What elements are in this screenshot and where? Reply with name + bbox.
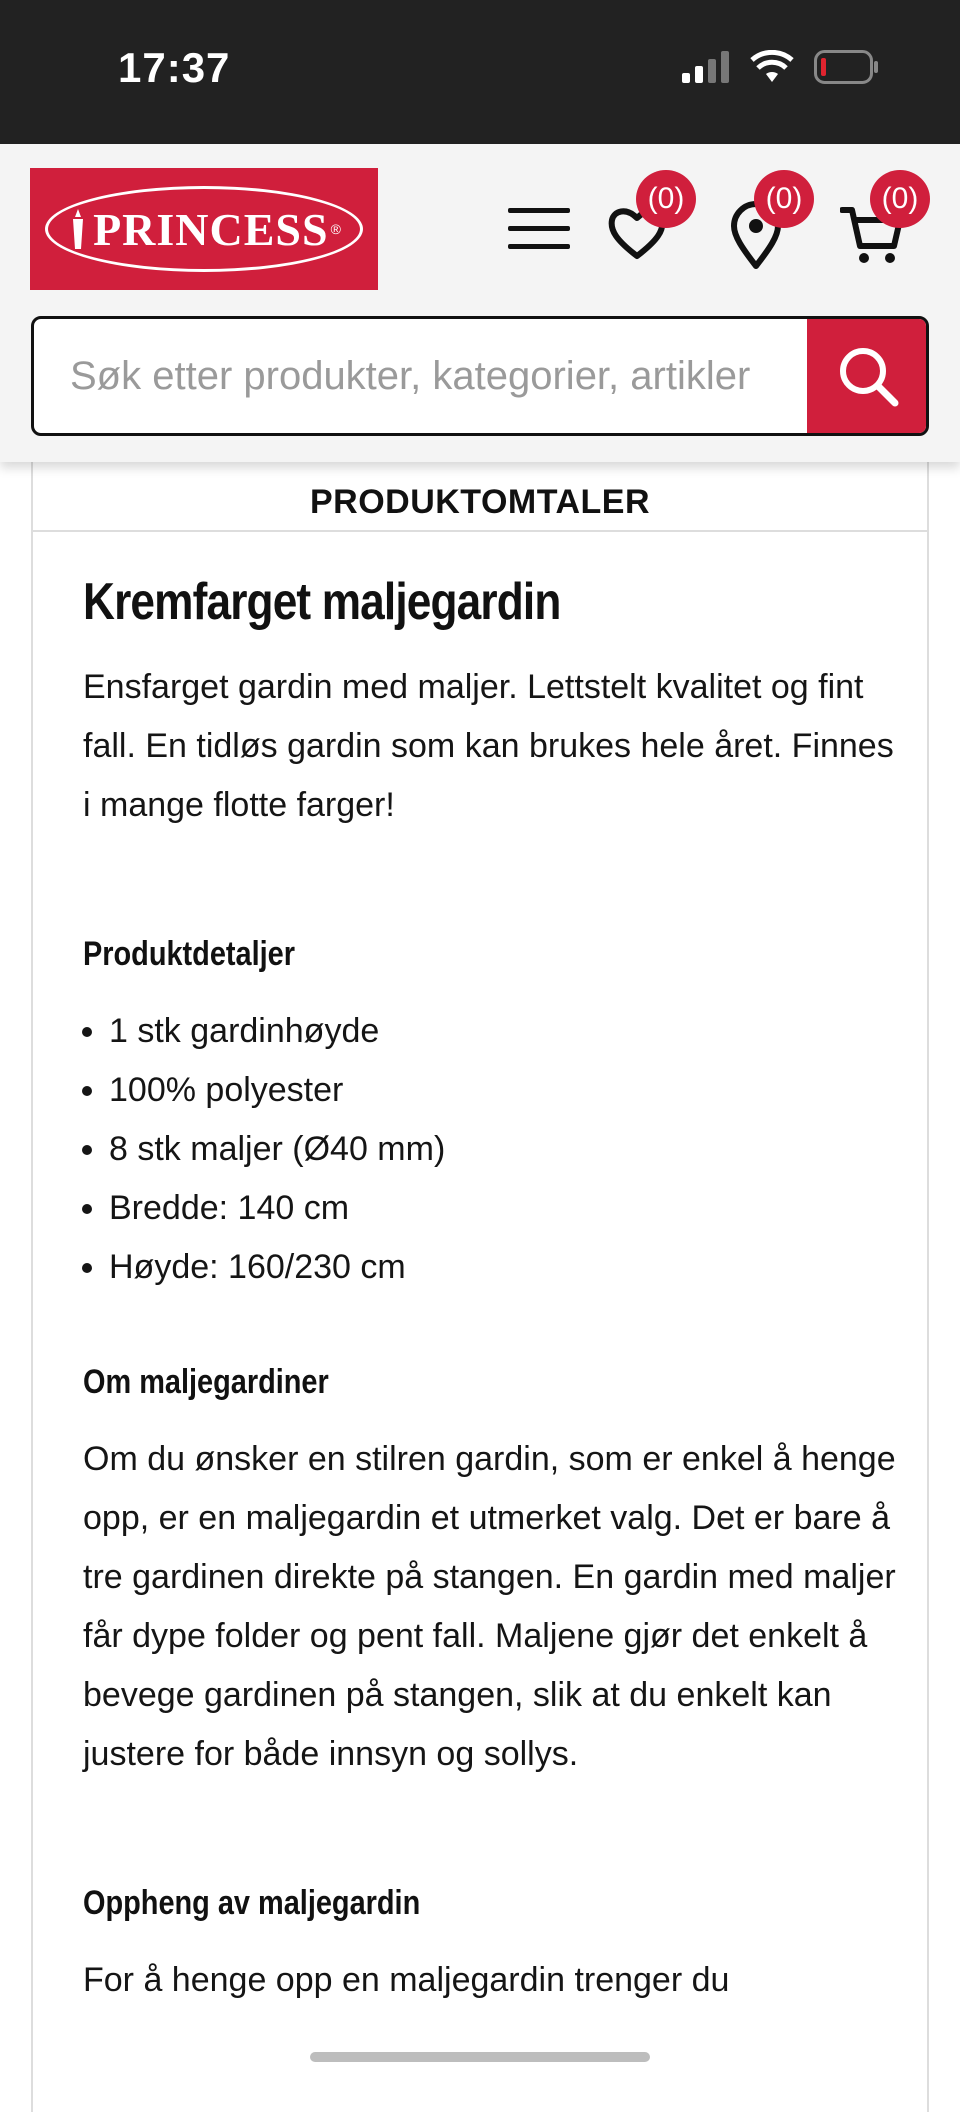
list-item: • 8 stk maljer (Ø40 mm) [109, 1120, 903, 1179]
princess-logo[interactable] [30, 168, 378, 290]
product-title: Kremfarget maljegardin [83, 573, 561, 631]
status-icons [682, 50, 880, 84]
list-item: • Høyde: 160/230 cm [109, 1238, 903, 1297]
hamburger-icon [508, 208, 570, 213]
search-button[interactable] [807, 316, 929, 436]
details-heading: Produktdetaljer [83, 935, 295, 973]
stores-button[interactable] [724, 182, 803, 272]
product-description-card [31, 462, 929, 2112]
search-input[interactable] [34, 319, 809, 433]
logo-registered-mark: ® [330, 221, 341, 237]
site-header [0, 144, 960, 462]
status-bar [0, 0, 960, 144]
logo-oval [45, 186, 363, 272]
cart-button[interactable] [840, 182, 919, 272]
status-time: 17:37 [118, 44, 231, 91]
battery-icon [814, 50, 880, 84]
list-item: • 100% polyester [109, 1061, 903, 1120]
home-indicator[interactable] [310, 2052, 650, 2062]
hamburger-icon [508, 226, 570, 231]
tab-product-reviews[interactable] [33, 462, 927, 532]
wifi-icon [750, 50, 794, 84]
cellular-signal-icon [682, 51, 730, 83]
product-intro: Ensfarget gardin med maljer. Lettstelt kvalitet og fint fall. En tidløs gardin som kan brukes hele året. Finnes i mange flotte farger! [83, 668, 894, 824]
hanging-text: For å henge opp en maljegardin trenger du [83, 1961, 730, 1999]
about-heading: Om maljegardiner [83, 1363, 329, 1401]
crown-icon [67, 207, 89, 251]
hanging-heading: Oppheng av maljegardin [83, 1884, 421, 1922]
about-text: Om du ønsker en stilren gardin, som er enkel å henge opp, er en maljegardin et utmerket valg. Det er bare å tre gardinen direkte på stangen. En gardin med maljer får dype folder og pent fall. Maljene gjør det enkelt å bevege gardinen på stangen, slik at du enkelt kan justere for både innsyn og sollys. [83, 1440, 896, 1773]
wishlist-button[interactable] [606, 182, 685, 272]
search-icon [835, 343, 901, 409]
details-list [83, 1002, 903, 1297]
search-bar [31, 316, 929, 436]
hamburger-icon [508, 244, 570, 249]
cart-count-badge: (0) [870, 170, 930, 228]
menu-button[interactable] [508, 206, 574, 250]
product-description [83, 572, 903, 2010]
logo-text: PRINCESS [93, 203, 329, 255]
list-item: • 1 stk gardinhøyde [109, 1002, 903, 1061]
wishlist-count-badge: (0) [636, 170, 696, 228]
tab-product-reviews-label: PRODUKTOMTALER [309, 483, 651, 521]
list-item: • Bredde: 140 cm [109, 1179, 903, 1238]
stores-count-badge: (0) [754, 170, 814, 228]
